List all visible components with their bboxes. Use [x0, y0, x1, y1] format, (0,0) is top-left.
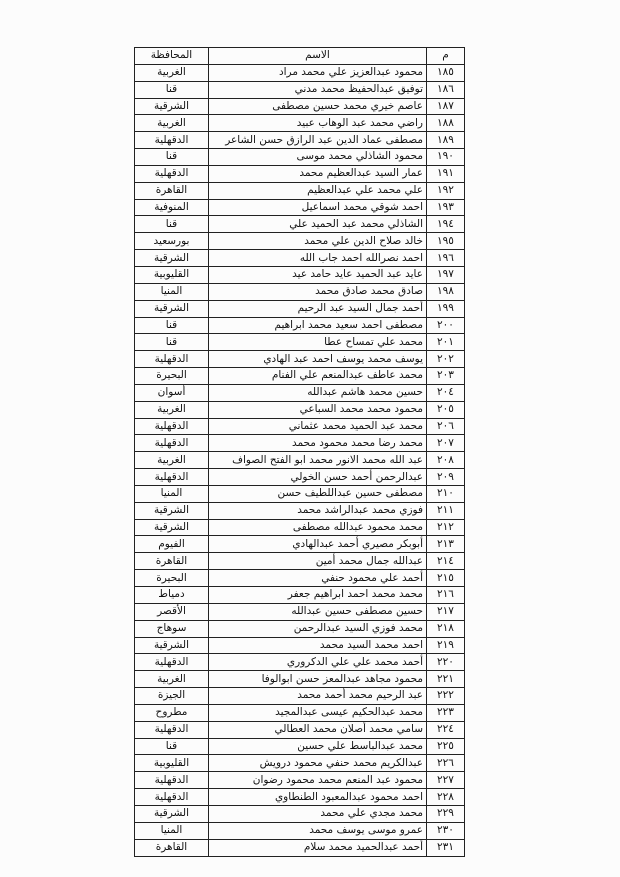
row-governorate-cell: الغربية	[135, 115, 209, 132]
row-governorate-cell: الأقصر	[135, 603, 209, 620]
row-number-cell: ٢٠٦	[427, 418, 465, 435]
row-number-cell: ٢٣١	[427, 839, 465, 856]
row-number-cell: ١٩٦	[427, 250, 465, 267]
row-governorate-cell: الدقهلية	[135, 789, 209, 806]
row-governorate-cell: المنيا	[135, 485, 209, 502]
row-name-cell: عاصم خيري محمد حسين مصطفى	[209, 98, 427, 115]
row-number-cell: ١٨٩	[427, 132, 465, 149]
table-row	[135, 368, 465, 385]
row-number-cell: ٢٢٠	[427, 654, 465, 671]
row-name-cell: محمد عاطف عبدالمنعم علي الفنام	[209, 368, 427, 385]
row-number-cell: ٢١٦	[427, 587, 465, 604]
row-governorate-cell: المنوفية	[135, 199, 209, 216]
row-number-cell: ٢١٩	[427, 637, 465, 654]
row-number-cell: ٢٢٥	[427, 738, 465, 755]
row-governorate-cell: الغربية	[135, 401, 209, 418]
row-governorate-cell: سوهاج	[135, 620, 209, 637]
row-governorate-cell: بورسعيد	[135, 233, 209, 250]
header-row	[135, 48, 465, 65]
table-row	[135, 351, 465, 368]
row-governorate-cell: الشرقية	[135, 637, 209, 654]
row-name-cell: محمد مجدي علي محمد	[209, 805, 427, 822]
row-number-cell: ٢٢١	[427, 671, 465, 688]
row-number-cell: ١٩٩	[427, 300, 465, 317]
row-number-cell: ٢١٤	[427, 553, 465, 570]
row-name-cell: توفيق عبدالحفيظ محمد مدني	[209, 81, 427, 98]
table-row	[135, 654, 465, 671]
row-name-cell: عبدالرحمن أحمد حسن الخولي	[209, 469, 427, 486]
row-governorate-cell: الدقهلية	[135, 721, 209, 738]
row-name-cell: حسين محمد هاشم عبدالله	[209, 384, 427, 401]
row-number-cell: ٢٠٢	[427, 351, 465, 368]
table-row	[135, 283, 465, 300]
table-row	[135, 805, 465, 822]
row-name-cell: راضي محمد عبد الوهاب عبيد	[209, 115, 427, 132]
row-name-cell: الشاذلي محمد عبد الحميد علي	[209, 216, 427, 233]
row-number-cell: ٢٠٥	[427, 401, 465, 418]
table-row	[135, 98, 465, 115]
row-name-cell: احمد محمد السيد محمد	[209, 637, 427, 654]
row-name-cell: فوزي محمد عبدالراشد محمد	[209, 502, 427, 519]
table-row	[135, 317, 465, 334]
row-governorate-cell: الدقهلية	[135, 418, 209, 435]
row-name-cell: صادق محمد صادق محمد	[209, 283, 427, 300]
row-governorate-cell: الدقهلية	[135, 132, 209, 149]
row-number-cell: ٢٠٤	[427, 384, 465, 401]
row-number-cell: ٢١٣	[427, 536, 465, 553]
row-name-cell: احمد شوقي محمد اسماعيل	[209, 199, 427, 216]
table-row	[135, 671, 465, 688]
row-governorate-cell: الدقهلية	[135, 772, 209, 789]
row-number-cell: ١٨٦	[427, 81, 465, 98]
row-number-cell: ٢١٢	[427, 519, 465, 536]
row-governorate-cell: قنا	[135, 738, 209, 755]
row-governorate-cell: مطروح	[135, 704, 209, 721]
row-name-cell: أحمد عبدالحميد محمد سلام	[209, 839, 427, 856]
row-name-cell: عبد الله محمد الانور محمد ابو الفتح الصواف	[209, 452, 427, 469]
table-row	[135, 452, 465, 469]
row-governorate-cell: قنا	[135, 81, 209, 98]
table-row	[135, 401, 465, 418]
row-number-cell: ٢١١	[427, 502, 465, 519]
row-governorate-cell: الغربية	[135, 64, 209, 81]
row-governorate-cell: الشرقية	[135, 502, 209, 519]
roster-table	[134, 47, 465, 857]
row-number-cell: ٢٠٧	[427, 435, 465, 452]
row-name-cell: محمود الشاذلي محمد موسى	[209, 149, 427, 166]
row-name-cell: محمد عبدالباسط علي حسين	[209, 738, 427, 755]
row-name-cell: علي محمد علي عبدالعظيم	[209, 182, 427, 199]
row-governorate-cell: الدقهلية	[135, 654, 209, 671]
row-governorate-cell: الشرقية	[135, 519, 209, 536]
table-row	[135, 519, 465, 536]
row-number-cell: ١٩٥	[427, 233, 465, 250]
row-number-cell: ٢٢٧	[427, 772, 465, 789]
table-row	[135, 165, 465, 182]
row-name-cell: مصطفى احمد سعيد محمد ابراهيم	[209, 317, 427, 334]
row-name-cell: مصطفى عماد الدين عبد الرازق حسن الشاعر	[209, 132, 427, 149]
table-row	[135, 536, 465, 553]
row-name-cell: محمود عبد المنعم محمد محمود رضوان	[209, 772, 427, 789]
row-number-cell: ٢٠٩	[427, 469, 465, 486]
table-row	[135, 435, 465, 452]
row-number-cell: ١٩٣	[427, 199, 465, 216]
row-governorate-cell: أسوان	[135, 384, 209, 401]
table-row	[135, 772, 465, 789]
row-number-cell: ٢٢٨	[427, 789, 465, 806]
table-row	[135, 755, 465, 772]
row-governorate-cell: القاهرة	[135, 182, 209, 199]
row-name-cell: خالد صلاح الدين علي محمد	[209, 233, 427, 250]
row-name-cell: أحمد جمال السيد عبد الرحيم	[209, 300, 427, 317]
row-name-cell: أحمد علي محمود حنفي	[209, 570, 427, 587]
table-row	[135, 334, 465, 351]
table-body	[135, 64, 465, 856]
table-row	[135, 250, 465, 267]
row-number-cell: ١٨٧	[427, 98, 465, 115]
row-number-cell: ٢١٧	[427, 603, 465, 620]
row-governorate-cell: قنا	[135, 317, 209, 334]
table-row	[135, 637, 465, 654]
table-row	[135, 738, 465, 755]
row-name-cell: محمد عبدالحكيم عيسى عبدالمجيد	[209, 704, 427, 721]
row-name-cell: محمد رضا محمد محمود محمد	[209, 435, 427, 452]
row-governorate-cell: البحيرة	[135, 570, 209, 587]
row-name-cell: عايد عبد الحميد عايد حامد عيد	[209, 266, 427, 283]
row-name-cell: يوسف محمد يوسف احمد عبد الهادي	[209, 351, 427, 368]
row-number-cell: ٢٢٩	[427, 805, 465, 822]
table-row	[135, 216, 465, 233]
row-governorate-cell: البحيرة	[135, 368, 209, 385]
row-name-cell: عمرو موسى يوسف محمد	[209, 822, 427, 839]
row-governorate-cell: قنا	[135, 216, 209, 233]
table-row	[135, 721, 465, 738]
row-governorate-cell: الغربية	[135, 452, 209, 469]
row-governorate-cell: الغربية	[135, 671, 209, 688]
row-governorate-cell: القليوبية	[135, 755, 209, 772]
row-governorate-cell: الشرقية	[135, 805, 209, 822]
row-number-cell: ٢٢٣	[427, 704, 465, 721]
table-row	[135, 384, 465, 401]
row-number-cell: ٢٣٠	[427, 822, 465, 839]
row-number-cell: ٢١٨	[427, 620, 465, 637]
row-governorate-cell: المنيا	[135, 283, 209, 300]
row-governorate-cell: الجيزة	[135, 688, 209, 705]
table-row	[135, 587, 465, 604]
table-row	[135, 233, 465, 250]
header-num: م	[427, 48, 465, 65]
row-governorate-cell: الفيوم	[135, 536, 209, 553]
table-row	[135, 64, 465, 81]
row-governorate-cell: دمياط	[135, 587, 209, 604]
row-governorate-cell: القاهرة	[135, 553, 209, 570]
table-row	[135, 485, 465, 502]
row-name-cell: احمد نصرالله احمد جاب الله	[209, 250, 427, 267]
row-name-cell: حسين مصطفى حسين عبدالله	[209, 603, 427, 620]
table-row	[135, 553, 465, 570]
row-number-cell: ١٩٨	[427, 283, 465, 300]
table-row	[135, 300, 465, 317]
row-number-cell: ٢٠٠	[427, 317, 465, 334]
row-name-cell: عبدالله جمال محمد أمين	[209, 553, 427, 570]
row-name-cell: محمد فوزي السيد عبدالرحمن	[209, 620, 427, 637]
row-name-cell: محمد علي تمساح عطا	[209, 334, 427, 351]
row-number-cell: ١٨٥	[427, 64, 465, 81]
table-row	[135, 603, 465, 620]
table-row	[135, 839, 465, 856]
row-number-cell: ١٩١	[427, 165, 465, 182]
row-governorate-cell: الدقهلية	[135, 351, 209, 368]
row-name-cell: محمود مجاهد عبدالمعز حسن ابوالوفا	[209, 671, 427, 688]
table-row	[135, 570, 465, 587]
row-number-cell: ١٩٢	[427, 182, 465, 199]
row-name-cell: محمود محمد محمد السباعي	[209, 401, 427, 418]
table-row	[135, 502, 465, 519]
row-number-cell: ١٩٠	[427, 149, 465, 166]
table-row	[135, 132, 465, 149]
row-number-cell: ١٩٤	[427, 216, 465, 233]
row-name-cell: محمد محمود عبدالله مصطفى	[209, 519, 427, 536]
table-row	[135, 266, 465, 283]
row-number-cell: ٢٠١	[427, 334, 465, 351]
row-governorate-cell: المنيا	[135, 822, 209, 839]
row-name-cell: محمد عبد الحميد محمد عثماني	[209, 418, 427, 435]
row-governorate-cell: الدقهلية	[135, 165, 209, 182]
row-governorate-cell: قنا	[135, 334, 209, 351]
table-row	[135, 149, 465, 166]
row-number-cell: ٢٢٤	[427, 721, 465, 738]
row-number-cell: ٢٢٢	[427, 688, 465, 705]
row-name-cell: محمود عبدالعزيز علي محمد مراد	[209, 64, 427, 81]
table-row	[135, 81, 465, 98]
row-governorate-cell: الشرقية	[135, 250, 209, 267]
row-name-cell: احمد محمود عبدالمعبود الطنطاوي	[209, 789, 427, 806]
row-governorate-cell: الدقهلية	[135, 469, 209, 486]
row-governorate-cell: الشرقية	[135, 300, 209, 317]
table-row	[135, 469, 465, 486]
row-number-cell: ٢٢٦	[427, 755, 465, 772]
table-row	[135, 115, 465, 132]
row-name-cell: أبوبكر مصيري أحمد عبدالهادي	[209, 536, 427, 553]
header-governorate: المحافظة	[135, 48, 209, 65]
table-row	[135, 704, 465, 721]
table-row	[135, 688, 465, 705]
row-governorate-cell: الدقهلية	[135, 435, 209, 452]
row-name-cell: عمار السيد عبدالعظيم محمد	[209, 165, 427, 182]
table-row	[135, 199, 465, 216]
row-number-cell: ٢٠٨	[427, 452, 465, 469]
table-row	[135, 789, 465, 806]
row-number-cell: ١٩٧	[427, 266, 465, 283]
row-name-cell: مصطفى حسين عبداللطيف حسن	[209, 485, 427, 502]
row-number-cell: ١٨٨	[427, 115, 465, 132]
row-governorate-cell: الشرقية	[135, 98, 209, 115]
row-governorate-cell: القاهرة	[135, 839, 209, 856]
row-name-cell: عبد الرحيم محمد أحمد محمد	[209, 688, 427, 705]
header-name: الاسم	[209, 48, 427, 65]
table-row	[135, 822, 465, 839]
row-name-cell: سامي محمد أصلان محمد العطالي	[209, 721, 427, 738]
row-governorate-cell: القليوبية	[135, 266, 209, 283]
row-governorate-cell: قنا	[135, 149, 209, 166]
row-number-cell: ٢١٥	[427, 570, 465, 587]
row-number-cell: ٢٠٣	[427, 368, 465, 385]
table-row	[135, 182, 465, 199]
table-row	[135, 418, 465, 435]
row-number-cell: ٢١٠	[427, 485, 465, 502]
row-name-cell: عبدالكريم محمد حنفي محمود درويش	[209, 755, 427, 772]
row-name-cell: أحمد محمد علي علي الدكروري	[209, 654, 427, 671]
table-row	[135, 620, 465, 637]
row-name-cell: محمد محمد احمد ابراهيم جعفر	[209, 587, 427, 604]
